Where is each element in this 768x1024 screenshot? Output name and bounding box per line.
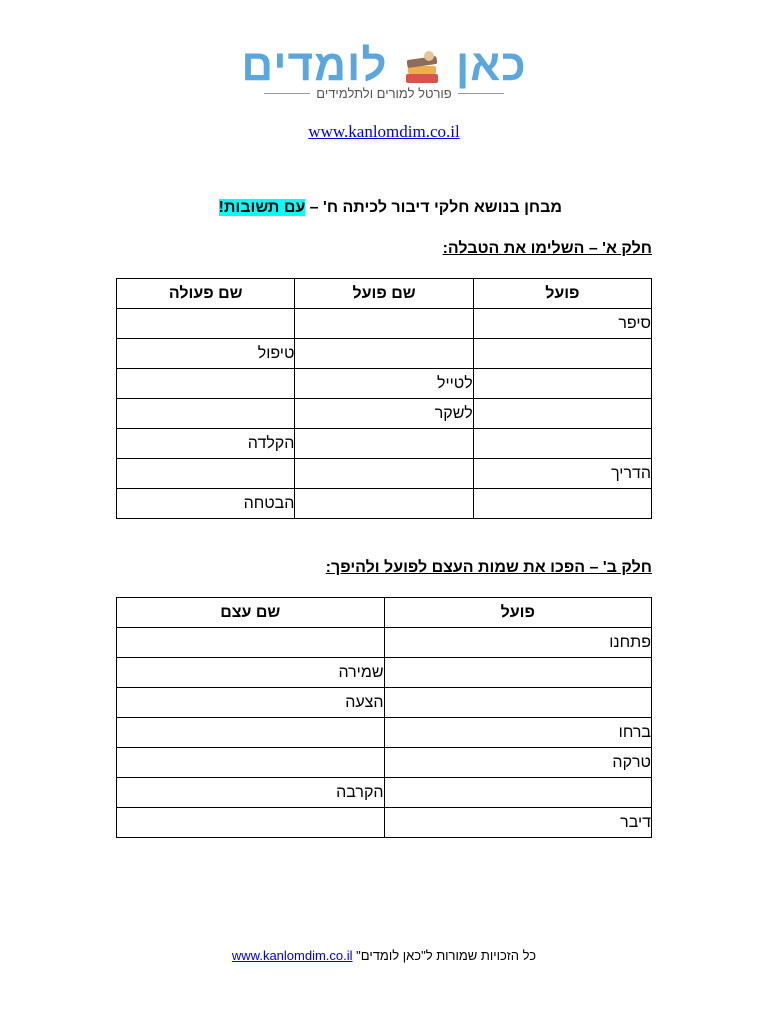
part-a-table bbox=[116, 278, 652, 519]
table-cell bbox=[384, 658, 651, 688]
column-header: שם פועל bbox=[295, 279, 473, 309]
table-cell: לשקר bbox=[295, 399, 473, 429]
table-cell bbox=[473, 489, 651, 519]
table-cell bbox=[384, 778, 651, 808]
table-cell bbox=[295, 459, 473, 489]
table-cell bbox=[295, 339, 473, 369]
logo-word-right: כאן bbox=[455, 41, 527, 90]
table-cell bbox=[117, 399, 295, 429]
site-link[interactable]: www.kanlomdim.co.il bbox=[308, 122, 460, 141]
table-cell bbox=[117, 718, 385, 748]
table-row bbox=[117, 718, 652, 748]
table-row bbox=[117, 748, 652, 778]
site-link-row bbox=[0, 122, 768, 142]
table-cell: דיבר bbox=[384, 808, 651, 838]
table-row bbox=[117, 339, 652, 369]
table-row bbox=[117, 429, 652, 459]
table-row bbox=[117, 688, 652, 718]
page-title bbox=[219, 199, 562, 217]
table-row bbox=[117, 778, 652, 808]
footer-link[interactable]: www.kanlomdim.co.il bbox=[231, 948, 353, 963]
table-cell: שמירה bbox=[117, 658, 385, 688]
table-row bbox=[117, 459, 652, 489]
table-cell: הקרבה bbox=[117, 778, 385, 808]
table-row bbox=[117, 489, 652, 519]
table-cell bbox=[117, 309, 295, 339]
logo-subtitle-row bbox=[264, 86, 504, 101]
table-row bbox=[117, 658, 652, 688]
table-cell bbox=[295, 309, 473, 339]
table-header-row bbox=[117, 598, 652, 628]
table-cell bbox=[117, 808, 385, 838]
table-cell: ברחו bbox=[384, 718, 651, 748]
table-cell bbox=[117, 628, 385, 658]
footer bbox=[0, 948, 768, 963]
copyright-text: כל הזכויות שמורות ל"כאן לומדים" bbox=[352, 948, 537, 963]
site-logo bbox=[0, 40, 768, 92]
books-icon bbox=[403, 48, 441, 88]
table-header-row bbox=[117, 279, 652, 309]
table-cell bbox=[473, 429, 651, 459]
table-cell: הבטחה bbox=[117, 489, 295, 519]
logo-subtitle: פורטל למורים ולתלמידים bbox=[316, 86, 452, 101]
table-cell bbox=[117, 459, 295, 489]
table-cell bbox=[117, 369, 295, 399]
table-cell bbox=[295, 489, 473, 519]
table-row bbox=[117, 399, 652, 429]
table-cell bbox=[117, 748, 385, 778]
table-row bbox=[117, 309, 652, 339]
table-cell: הדריך bbox=[473, 459, 651, 489]
table-cell bbox=[473, 369, 651, 399]
logo-title bbox=[0, 40, 768, 92]
logo-word-left: לומדים bbox=[241, 41, 388, 90]
table-cell: לטייל bbox=[295, 369, 473, 399]
part-b-table bbox=[116, 597, 652, 838]
table-cell bbox=[295, 429, 473, 459]
answers-highlight: עם תשובות! bbox=[218, 199, 306, 216]
table-cell bbox=[473, 399, 651, 429]
table-row bbox=[117, 808, 652, 838]
column-header: פועל bbox=[384, 598, 651, 628]
part-a-heading: חלק א' – השלימו את הטבלה: bbox=[442, 240, 652, 257]
column-header: שם פעולה bbox=[117, 279, 295, 309]
table-cell bbox=[473, 339, 651, 369]
table-row bbox=[117, 369, 652, 399]
table-row bbox=[117, 628, 652, 658]
title-text: מבחן בנושא חלקי דיבור לכיתה ח' – bbox=[305, 199, 562, 216]
divider bbox=[458, 93, 504, 94]
table-cell: טיפול bbox=[117, 339, 295, 369]
table-cell: טרקה bbox=[384, 748, 651, 778]
table-cell: סיפר bbox=[473, 309, 651, 339]
divider bbox=[264, 93, 310, 94]
column-header: שם עצם bbox=[117, 598, 385, 628]
column-header: פועל bbox=[473, 279, 651, 309]
part-b-heading: חלק ב' – הפכו את שמות העצם לפועל ולהיפך: bbox=[325, 559, 652, 576]
table-cell: הצעה bbox=[117, 688, 385, 718]
table-cell: פתחנו bbox=[384, 628, 651, 658]
table-cell: הקלדה bbox=[117, 429, 295, 459]
table-cell bbox=[384, 688, 651, 718]
